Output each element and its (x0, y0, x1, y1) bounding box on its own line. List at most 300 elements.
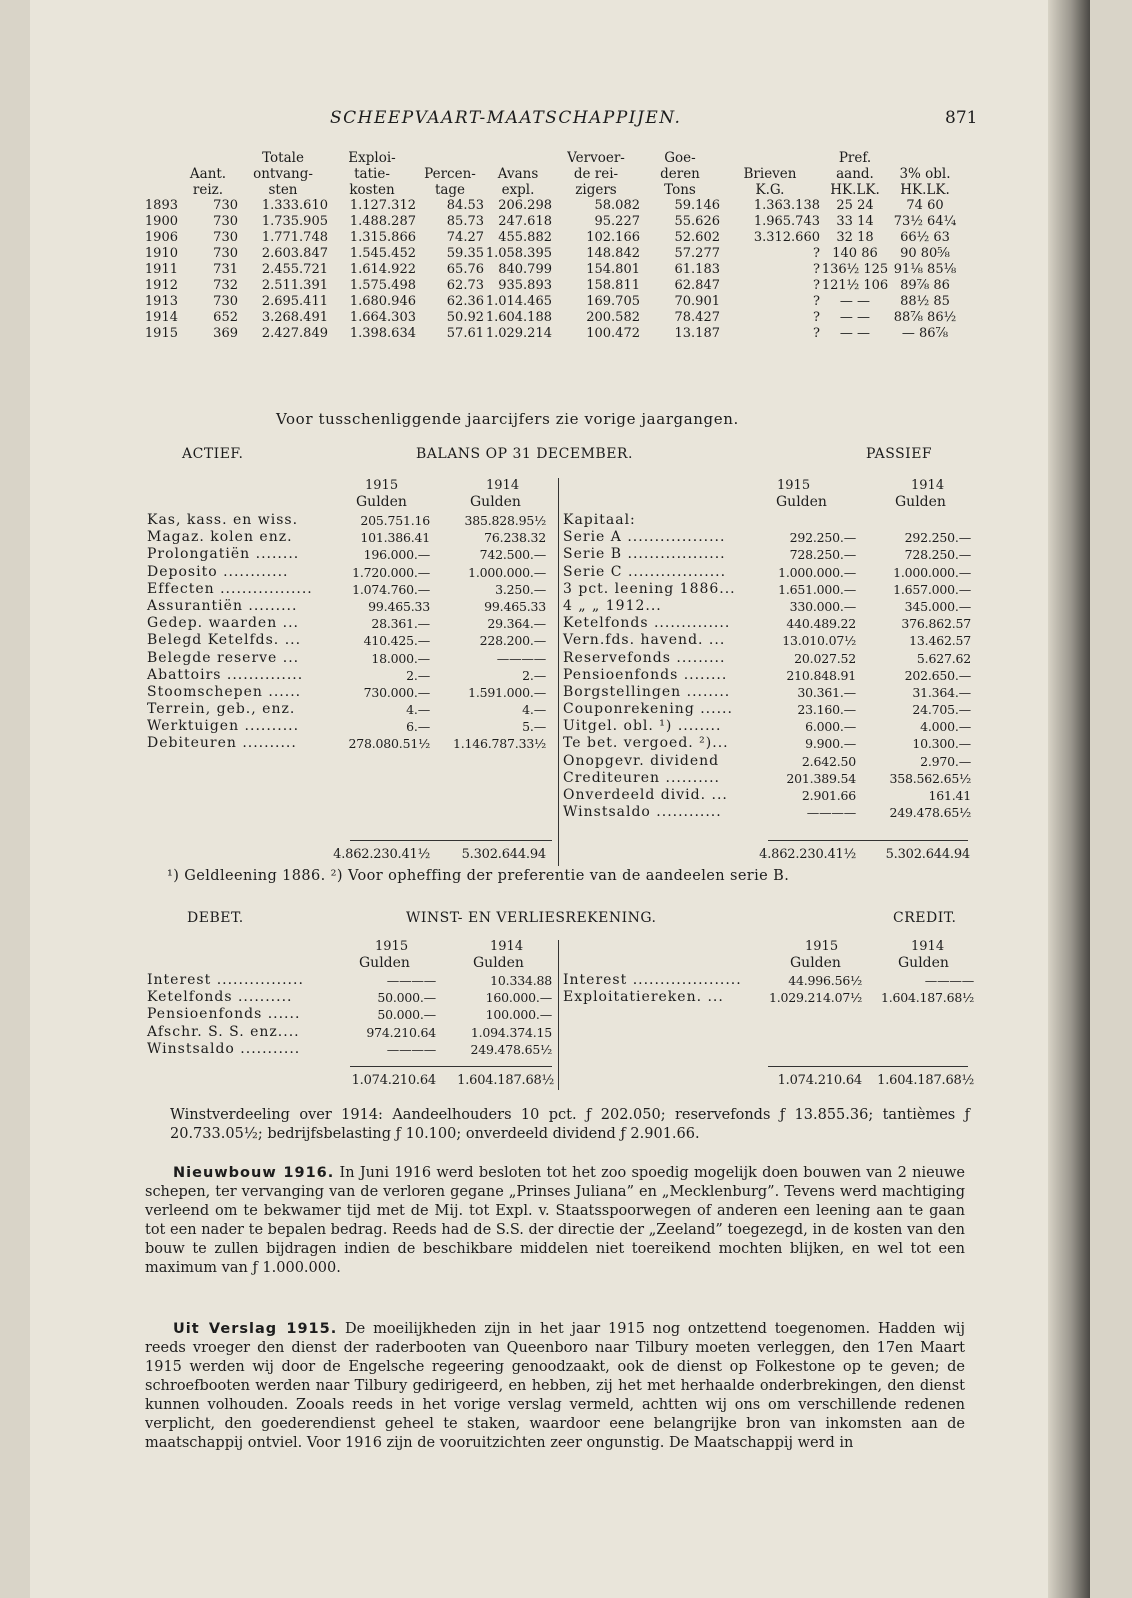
stats-cell: 3.268.491 (261, 310, 328, 325)
ledger-label: Werktuigen .......... (147, 718, 300, 735)
stats-cell: 140 86 (832, 246, 878, 261)
stats-cell: ? (813, 246, 820, 261)
stats-cell: 65.76 (446, 262, 484, 277)
stats-cell: 136½ 125 (821, 262, 889, 277)
ledger-value-1914: 4.— (522, 702, 546, 718)
balans-year-1915-left: 1915 (365, 478, 399, 493)
winst-year-1914-right: 1914 (911, 939, 945, 954)
ledger-value-1914: 99.465.33 (484, 598, 546, 614)
stats-year-cell: 1911 (144, 262, 178, 277)
winst-unit-left-a: Gulden (359, 955, 410, 971)
stats-row (136, 198, 960, 214)
stats-year-cell: 1906 (144, 230, 178, 245)
ledger-label: Prolongatiën ........ (147, 546, 300, 563)
ledger-label: Uitgel. obl. ¹) ........ (563, 718, 722, 735)
stats-cell: 50.92 (446, 310, 484, 325)
winst-total-rule-left (350, 1066, 552, 1067)
stats-cell: 730 (213, 246, 238, 261)
stats-cell: 200.582 (586, 310, 640, 325)
stats-cell: 78.427 (674, 310, 720, 325)
winst-title: WINST- EN VERLIESREKENING. (406, 910, 657, 926)
stats-cell: 840.799 (498, 262, 552, 277)
ledger-value-1914: 728.250.— (904, 547, 971, 563)
ledger-value-1915: 50.000.— (377, 990, 436, 1006)
ledger-label: Winstsaldo ........... (147, 1040, 301, 1057)
ledger-row (147, 735, 557, 752)
ledger-value-1915: 23.160.— (797, 702, 856, 718)
ledger-value-1915: 1.074.760.— (352, 581, 430, 597)
ledger-label: Crediteuren .......... (563, 769, 721, 786)
ledger-row (147, 718, 557, 735)
stats-cell: 1.575.498 (349, 278, 416, 293)
ledger-value-1914: 161.41 (928, 788, 971, 803)
stats-cell: 730 (213, 198, 238, 213)
winst-total-rule-right (768, 1066, 968, 1067)
ledger-value-1915: 292.250.— (789, 530, 856, 546)
stats-cell: — 86⅞ (901, 326, 949, 341)
ledger-label: Interest .................... (563, 972, 742, 988)
stats-cell: 1.398.634 (349, 326, 416, 341)
ledger-label: Kapitaal: (563, 512, 636, 528)
activa-list (147, 512, 557, 753)
ledger-row (563, 701, 973, 718)
ledger-row (563, 753, 973, 770)
stats-cell: 2.455.721 (261, 262, 328, 277)
nieuwbouw-text: In Juni 1916 werd besloten tot het zoo spoedig mogelijk doen bouwen van 2 nieuwe schepen, ter vervanging van de verloren gegane „Prinses Juliana” en „Mecklenburg”. Tevens werd machtiging verleend om te bekwamer tijd met de Mij. tot Expl. v. Staatsspoorwegen of anderen een leening aan te gaan tot een nader te bepalen bedrag. Reeds had de S.S. der directie der „Zeeland” toegezegd, in de kosten van den bouw te zullen bijdragen indien de beschikbare middelen niet toereikend mochten blijken, en wel tot een maximum van ƒ 1.000.000. (145, 1165, 965, 1276)
ledger-row (563, 581, 973, 598)
ledger-label: Couponrekening ...... (563, 701, 733, 718)
passief-heading: PASSIEF (866, 446, 933, 462)
ledger-row (563, 972, 973, 989)
ledger-row (563, 684, 973, 701)
winst-year-1915-left: 1915 (375, 939, 409, 954)
stats-cell: 1.965.743 (753, 214, 820, 229)
stats-cell: 730 (213, 214, 238, 229)
stats-cell: ? (813, 278, 820, 293)
ledger-row (563, 632, 973, 649)
statistics-table (136, 150, 960, 342)
ledger-row (147, 581, 557, 598)
ledger-label: Onverdeeld divid. ... (563, 787, 728, 803)
ledger-label: Pensioenfonds ........ (563, 666, 728, 683)
ledger-row (147, 972, 557, 989)
stats-cell: 1.771.748 (261, 230, 328, 245)
ledger-row (563, 804, 973, 821)
ledger-value-1915: 1.651.000.— (778, 581, 856, 597)
ledger-row (147, 632, 557, 649)
stats-cell: 73½ 64¼ (893, 214, 957, 229)
ledger-value-1914: 160.000.— (485, 990, 552, 1006)
stats-cell: 2.695.411 (261, 294, 328, 309)
ledger-value-1914: 1.657.000.— (893, 581, 971, 597)
stats-cell: 1.680.946 (349, 294, 416, 309)
ledger-value-1914: 1.604.187.68½ (880, 990, 974, 1006)
stats-cell: 1.029.214 (485, 326, 552, 341)
stats-cell: 3.312.660 (753, 230, 820, 245)
stats-cell: 13.187 (674, 326, 720, 341)
ledger-row (147, 512, 557, 529)
stats-row (136, 246, 960, 262)
ledger-label: Belegd Ketelfds. ... (147, 632, 302, 649)
stats-cell: 57.277 (674, 246, 720, 261)
stats-body (136, 198, 960, 342)
stats-cell: 32 18 (836, 230, 874, 245)
stats-cell: 61.183 (674, 262, 720, 277)
ledger-value-1915: 330.000.— (789, 598, 856, 614)
winstverdeeling-paragraph: Winstverdeeling over 1914: Aandeelhouders 10 pct. ƒ 202.050; reservefonds ƒ 13.855.36; tantièmes ƒ 20.733.05½; bedrijfsbelasting ƒ 10.100; onverdeeld dividend ƒ 2.901.66. (170, 1107, 970, 1142)
ledger-value-1915: ———— (806, 805, 856, 821)
ledger-row (563, 529, 973, 546)
stats-cell: 52.602 (674, 230, 720, 245)
ledger-value-1914: 10.300.— (912, 736, 971, 752)
ledger-value-1915: 440.489.22 (786, 616, 856, 632)
ledger-row (147, 1041, 557, 1058)
ledger-row (563, 735, 973, 752)
winst-unit-left-b: Gulden (473, 955, 524, 971)
ledger-label: Te bet. vergoed. ²)... (563, 735, 729, 752)
stats-cell: 88½ 85 (900, 294, 950, 309)
stats-cell: 62.73 (446, 278, 484, 293)
stats-cell: 121½ 106 (821, 278, 889, 293)
ledger-label: Exploitatiereken. ... (563, 989, 724, 1006)
ledger-value-1914: 2.970.— (920, 753, 971, 769)
stats-cell: 95.227 (594, 214, 640, 229)
ledger-value-1915: 278.080.51½ (348, 736, 430, 752)
ledger-row (147, 615, 557, 632)
balans-year-1915-right: 1915 (777, 478, 811, 493)
ledger-value-1914: 249.478.65½ (470, 1041, 552, 1057)
ledger-value-1915: 28.361.— (371, 616, 430, 632)
ledger-value-1915: 30.361.— (797, 684, 856, 700)
stats-cell: 33 14 (836, 214, 874, 229)
stats-cell: — — (839, 310, 871, 325)
stats-cell: 59.35 (446, 246, 484, 261)
stats-cell: 55.626 (674, 214, 720, 229)
stats-cell: — — (839, 294, 871, 309)
stats-cell: 1.333.610 (261, 198, 328, 213)
ledger-label: Debiteuren .......... (147, 735, 297, 752)
balans-total-rule-right (768, 840, 968, 841)
ledger-label: Belegde reserve ... (147, 649, 300, 666)
ledger-row (563, 787, 973, 804)
ledger-value-1915: 50.000.— (377, 1007, 436, 1023)
ledger-value-1914: 1.146.787.33½ (452, 736, 546, 752)
ledger-value-1915: ———— (386, 973, 436, 988)
credit-heading: CREDIT. (893, 910, 957, 926)
ledger-value-1915: ———— (386, 1041, 436, 1057)
page-gutter (1048, 0, 1090, 1598)
stats-cell: 2.511.391 (261, 278, 328, 293)
stats-row (136, 230, 960, 246)
ledger-value-1915: 4.— (406, 702, 430, 718)
ledger-value-1915: 1.720.000.— (352, 564, 430, 580)
stats-header-row-1: Totale Exploi- Vervoer- Goe- Pref. (262, 150, 872, 166)
ledger-value-1914: 742.500.— (479, 547, 546, 563)
stats-cell: 2.603.847 (261, 246, 328, 261)
balans-unit-right-b: Gulden (895, 494, 946, 510)
balans-total-right-1915: 4.862.230.41½ (759, 847, 856, 862)
stats-cell: 70.901 (674, 294, 720, 309)
ledger-row (563, 598, 973, 615)
stats-cell: 1.604.188 (485, 310, 552, 325)
ledger-value-1914: 5.627.62 (916, 650, 971, 666)
stats-cell: 62.36 (446, 294, 484, 309)
stats-cell: 57.61 (446, 326, 484, 341)
ledger-row (563, 718, 973, 735)
balans-unit-left-b: Gulden (470, 494, 521, 510)
ledger-row (147, 1024, 557, 1041)
ledger-label: Interest ................ (147, 972, 304, 988)
stats-header-row-3: reiz. sten kosten tage expl. zigers Tons K.G. HK.LK. HK.LK. (192, 182, 950, 198)
ledger-value-1914: 249.478.65½ (889, 805, 971, 821)
stats-note: Voor tusschenliggende jaarcijfers zie vorige jaargangen. (276, 410, 739, 428)
ledger-label: Magaz. kolen enz. (147, 529, 293, 546)
ledger-row (563, 989, 973, 1006)
verslag-text: De moeilijkheden zijn in het jaar 1915 nog ontzettend toegenomen. Hadden wij reeds vroeger den dienst der raderbooten van Queenboro naar Tilbury moeten verleggen, den 17en Maart 1915 werden wij door de Engelsche regeering genoodzaakt, ook de dienst op Folkestone op te geven; de schroefbooten werden naar Tilbury gedirigeerd, en hebben, zij het met herhaalde onderbrekingen, den dienst kunnen volhouden. Zooals reeds in het vorige verslag vermeld, achtten wij ons om verschillende redenen verplicht, den goederendienst geheel te staken, waardoor eene belangrijke bron van inkomsten aan de maatschappij ontviel. Voor 1916 zijn de vooruitzichten zeer ongunstig. De Maatschappij werd in (145, 1321, 965, 1451)
balans-divider (558, 478, 559, 866)
balans-unit-left-a: Gulden (356, 494, 407, 510)
winst-total-left-1915: 1.074.210.64 (351, 1073, 436, 1088)
ledger-value-1914: 376.862.57 (901, 616, 971, 632)
ledger-label: Reservefonds ......... (563, 649, 726, 666)
ledger-label: Winstsaldo ............ (563, 804, 722, 821)
balans-total-right-1914: 5.302.644.94 (885, 847, 970, 862)
ledger-row (563, 546, 973, 563)
ledger-value-1915: 44.996.56½ (788, 973, 862, 988)
running-title: SCHEEPVAART-MAATSCHAPPIJEN. (330, 108, 682, 128)
ledger-label: Ketelfonds .............. (563, 615, 731, 632)
ledger-row (147, 1006, 557, 1023)
stats-cell: 62.847 (674, 278, 720, 293)
ledger-label: Onopgevr. dividend (563, 752, 720, 769)
ledger-value-1914: 5.— (522, 719, 546, 735)
stats-year-cell: 1912 (144, 278, 178, 293)
stats-cell: 730 (213, 294, 238, 309)
stats-row (136, 326, 960, 342)
stats-cell: ? (813, 326, 820, 341)
ledger-value-1915: 6.— (406, 719, 430, 735)
stats-row (136, 214, 960, 230)
ledger-row (147, 529, 557, 546)
stats-year-cell: 1893 (144, 198, 178, 213)
balans-year-1914-left: 1914 (486, 478, 520, 493)
stats-cell: 90 80⅝ (900, 246, 950, 261)
ledger-row (563, 564, 973, 581)
ledger-value-1914: 29.364.— (487, 616, 546, 632)
ledger-value-1914: 202.650.— (904, 667, 971, 683)
ledger-row (147, 564, 557, 581)
stats-cell: 1.735.905 (261, 214, 328, 229)
ledger-label: 4 „ „ 1912... (563, 597, 662, 614)
stats-cell: 731 (213, 262, 238, 277)
stats-cell: 732 (213, 278, 238, 293)
verslag-paragraph (145, 1320, 965, 1453)
ledger-label: Deposito ............ (147, 563, 289, 580)
balans-total-rule-left (350, 840, 552, 841)
stats-cell: 85.73 (446, 214, 484, 229)
stats-year-cell: 1910 (144, 246, 178, 261)
ledger-label: Serie A .................. (563, 529, 726, 546)
ledger-value-1914: 385.828.95½ (464, 513, 546, 528)
winst-year-1914-left: 1914 (490, 939, 524, 954)
ledger-row (147, 598, 557, 615)
stats-cell: 66½ 63 (900, 230, 950, 245)
credit-list (563, 972, 973, 1006)
ledger-label: Ketelfonds .......... (147, 989, 293, 1006)
stats-cell: 247.618 (498, 214, 552, 229)
balans-unit-right-a: Gulden (776, 494, 827, 510)
nieuwbouw-heading: Nieuwbouw 1916. (173, 1165, 335, 1181)
stats-cell: — — (839, 326, 871, 341)
ledger-label: Assurantiën ......... (147, 597, 298, 614)
stats-cell: 1.127.312 (349, 198, 416, 213)
ledger-value-1915: 101.386.41 (360, 530, 430, 546)
stats-cell: 1.545.452 (349, 246, 416, 261)
ledger-row (563, 667, 973, 684)
stats-cell: 88⅞ 86½ (893, 310, 957, 325)
ledger-row (147, 650, 557, 667)
stats-cell: 730 (213, 230, 238, 245)
balans-total-left-1914: 5.302.644.94 (461, 847, 546, 862)
verslag-heading: Uit Verslag 1915. (173, 1321, 338, 1337)
ledger-label: Effecten ................. (147, 580, 313, 597)
balans-footnote: ¹) Geldleening 1886. ²) Voor opheffing der preferentie van de aandeelen serie B. (167, 868, 790, 884)
ledger-value-1915: 20.027.52 (794, 650, 856, 666)
stats-cell: 455.882 (498, 230, 552, 245)
ledger-value-1914: 10.334.88 (490, 973, 552, 988)
stats-cell: 84.53 (446, 198, 484, 213)
ledger-value-1914: 228.200.— (479, 633, 546, 649)
ledger-value-1915: 18.000.— (371, 650, 430, 666)
stats-cell: 169.705 (586, 294, 640, 309)
ledger-row (147, 684, 557, 701)
ledger-value-1915: 210.848.91 (786, 667, 856, 683)
ledger-value-1914: 31.364.— (912, 684, 971, 700)
ledger-value-1914: 1.591.000.— (468, 684, 546, 700)
ledger-value-1914: 345.000.— (904, 598, 971, 614)
ledger-value-1914: 4.000.— (920, 719, 971, 735)
debet-list (147, 972, 557, 1058)
ledger-row (147, 546, 557, 563)
ledger-value-1914: 13.462.57 (909, 633, 971, 649)
stats-cell: 25 24 (836, 198, 874, 213)
stats-cell: 74 60 (906, 198, 944, 213)
ledger-row (563, 615, 973, 632)
winst-year-1915-right: 1915 (805, 939, 839, 954)
passiva-list (563, 512, 973, 821)
ledger-value-1914: 1.000.000.— (468, 564, 546, 580)
stats-cell: 2.427.849 (261, 326, 328, 341)
ledger-label: Pensioenfonds ...... (147, 1006, 301, 1023)
ledger-value-1915: 2.— (406, 667, 430, 683)
stats-header-row-2: Aant. ontvang- tatie- Percen- Avans de rei- deren Brieven aand. 3% obl. (189, 166, 951, 182)
stats-cell: 154.801 (586, 262, 640, 277)
ledger-label: Serie B .................. (563, 546, 726, 563)
ledger-value-1915: 1.000.000.— (778, 564, 856, 580)
ledger-value-1915: 201.389.54 (786, 770, 856, 786)
stats-cell: 91⅛ 85⅛ (893, 262, 957, 277)
stats-cell: 1.488.287 (349, 214, 416, 229)
stats-cell: 1.363.138 (753, 198, 820, 213)
balans-title: BALANS OP 31 DECEMBER. (416, 446, 633, 462)
stats-cell: 1.614.922 (349, 262, 416, 277)
stats-year-cell: 1900 (144, 214, 178, 229)
ledger-label: Serie C .................. (563, 563, 727, 580)
stats-cell: 58.082 (594, 198, 640, 213)
winst-total-left-1914: 1.604.187.68½ (457, 1073, 554, 1088)
winst-divider (558, 940, 559, 1090)
actief-heading: ACTIEF. (182, 446, 244, 462)
ledger-value-1915: 2.901.66 (801, 788, 856, 803)
ledger-row (563, 512, 973, 529)
stats-year-cell: 1913 (144, 294, 178, 309)
ledger-value-1915: 728.250.— (789, 547, 856, 563)
ledger-value-1915: 99.465.33 (368, 598, 430, 614)
ledger-label: Gedep. waarden ... (147, 615, 300, 632)
stats-cell: 89⅞ 86 (900, 278, 950, 293)
ledger-row (147, 701, 557, 718)
ledger-row (563, 770, 973, 787)
winst-unit-right-b: Gulden (898, 955, 949, 971)
ledger-value-1915: 730.000.— (363, 684, 430, 700)
ledger-value-1915: 6.000.— (805, 719, 856, 735)
ledger-label: Vern.fds. havend. ... (563, 632, 726, 649)
stats-row (136, 294, 960, 310)
stats-year-cell: 1914 (144, 310, 178, 325)
stats-cell: ? (813, 294, 820, 309)
ledger-label: 3 pct. leening 1886... (563, 580, 736, 597)
stats-cell: 206.298 (498, 198, 552, 213)
stats-cell: 158.811 (586, 278, 640, 293)
ledger-value-1914: 76.238.32 (484, 530, 546, 546)
ledger-label: Borgstellingen ........ (563, 683, 731, 700)
ledger-row (147, 989, 557, 1006)
page-number: 871 (945, 108, 978, 128)
ledger-value-1914: 1.000.000.— (893, 564, 971, 580)
ledger-value-1915: 196.000.— (363, 547, 430, 563)
stats-row (136, 262, 960, 278)
debet-heading: DEBET. (187, 910, 244, 926)
ledger-label: Kas, kass. en wiss. (147, 512, 299, 528)
ledger-value-1914: 2.— (522, 667, 546, 683)
ledger-value-1914: 3.250.— (495, 581, 546, 597)
ledger-row (147, 667, 557, 684)
stats-cell: 148.842 (586, 246, 640, 261)
winst-unit-right-a: Gulden (790, 955, 841, 971)
ledger-value-1915: 205.751.16 (360, 513, 430, 528)
stats-cell: 369 (213, 326, 238, 341)
ledger-value-1914: 292.250.— (904, 530, 971, 546)
ledger-value-1915: 974.210.64 (366, 1024, 436, 1040)
ledger-label: Stoomschepen ...... (147, 683, 302, 700)
ledger-value-1914: ———— (924, 973, 974, 988)
ledger-value-1915: 1.029.214.07½ (768, 990, 862, 1006)
ledger-value-1914: 24.705.— (912, 702, 971, 718)
stats-year-cell: 1915 (144, 326, 178, 341)
ledger-value-1915: 410.425.— (363, 633, 430, 649)
ledger-value-1914: 100.000.— (485, 1007, 552, 1023)
ledger-value-1914: 1.094.374.15 (470, 1024, 552, 1040)
stats-row (136, 278, 960, 294)
ledger-row (563, 650, 973, 667)
winst-total-right-1914: 1.604.187.68½ (877, 1073, 974, 1088)
balans-year-1914-right: 1914 (911, 478, 945, 493)
stats-cell: 59.146 (674, 198, 720, 213)
ledger-value-1915: 13.010.07½ (782, 633, 856, 649)
stats-cell: 102.166 (586, 230, 640, 245)
nieuwbouw-paragraph (145, 1164, 965, 1278)
balans-total-left-1915: 4.862.230.41½ (333, 847, 430, 862)
